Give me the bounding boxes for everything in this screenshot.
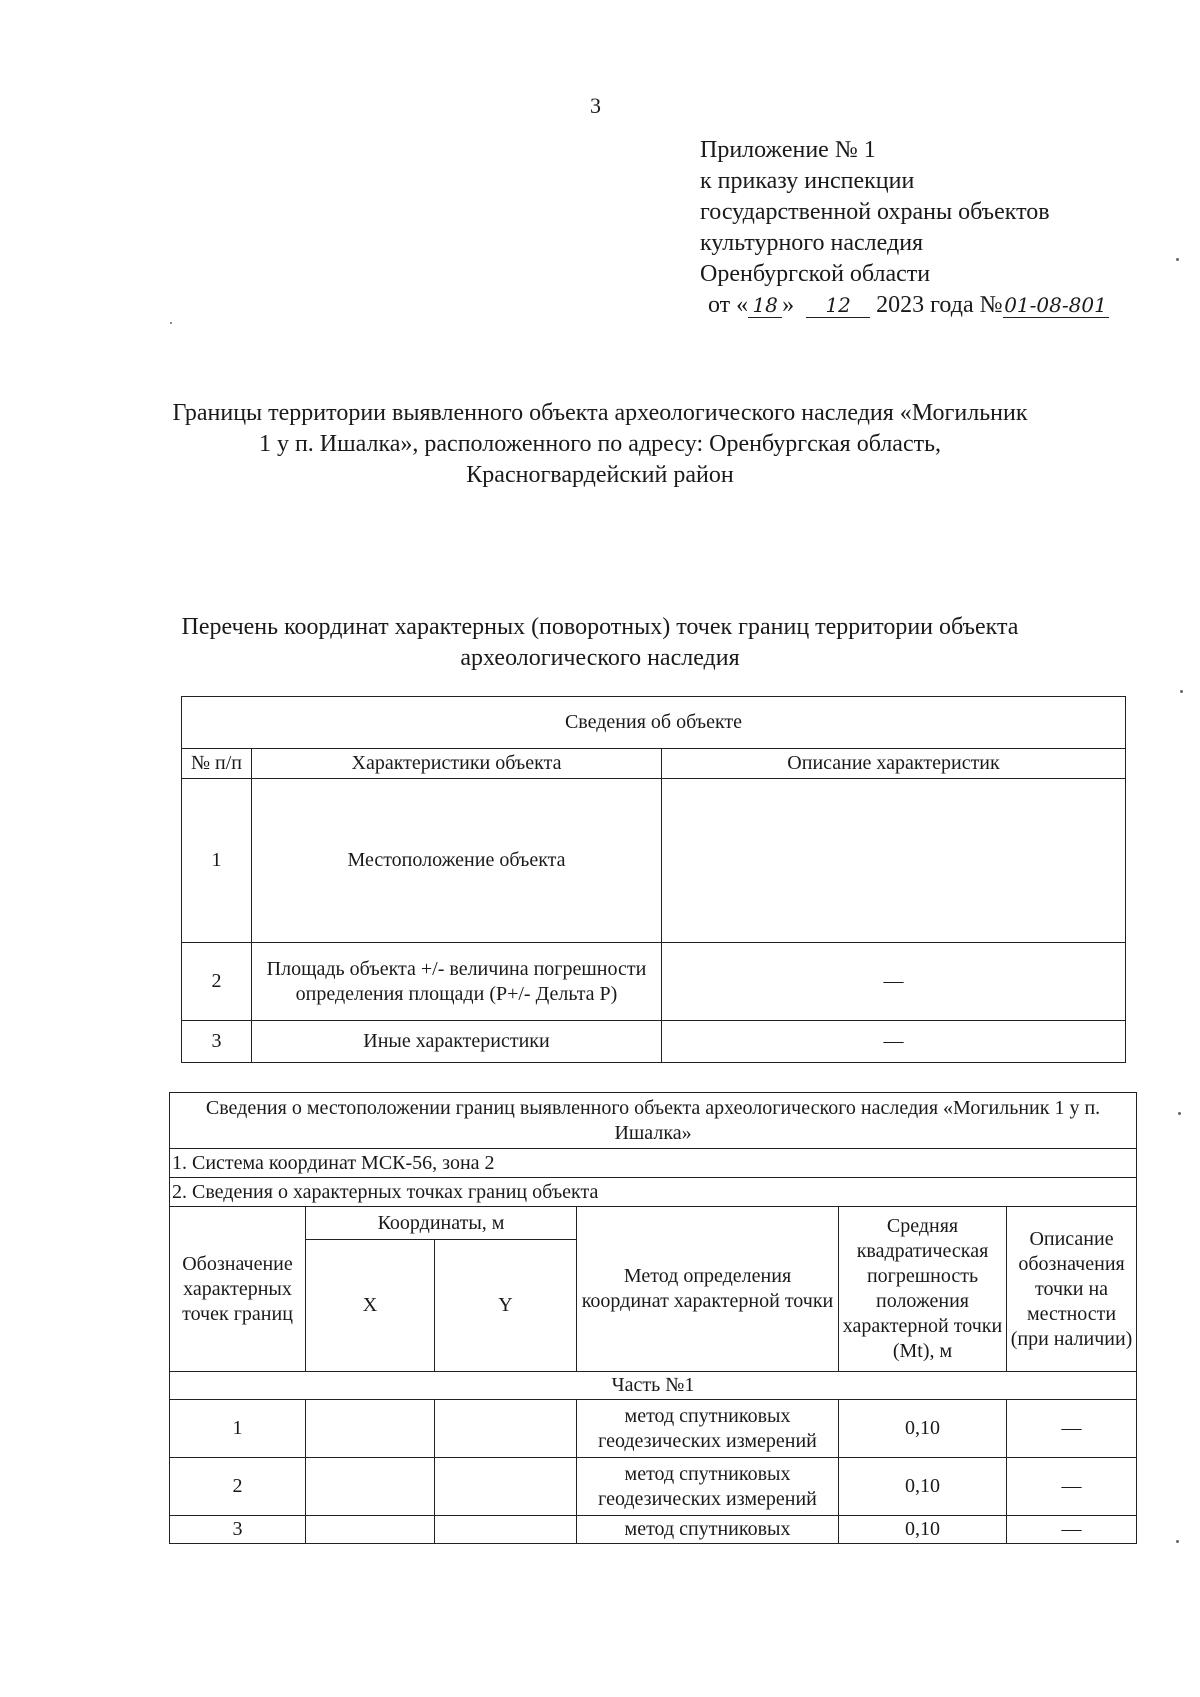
cell-desc: —	[1007, 1516, 1137, 1544]
cell-point: 2	[170, 1458, 306, 1516]
location-table	[169, 1092, 1137, 1544]
cell-y	[435, 1516, 577, 1544]
header-description: Описание характеристик	[662, 749, 1126, 779]
cell-desc: —	[1007, 1458, 1137, 1516]
scan-speck	[170, 322, 172, 324]
table-row	[170, 1516, 1137, 1544]
row-name: Иные характеристики	[252, 1021, 662, 1063]
handwritten-month: 12	[806, 293, 870, 318]
table-row	[182, 779, 1126, 943]
cell-x	[306, 1516, 435, 1544]
cell-x	[306, 1400, 435, 1458]
year-text: 2023 года №	[876, 292, 1003, 318]
cell-error: 0,10	[839, 1516, 1007, 1544]
scan-speck	[1176, 1540, 1179, 1543]
cell-desc: —	[1007, 1400, 1137, 1458]
cell-method: метод спутниковых геодезических измерений	[577, 1458, 839, 1516]
row-name: Местоположение объекта	[252, 779, 662, 943]
table-caption: Сведения о местоположении границ выявленного объекта археологического наследия «Могильник 1 у п. Ишалка»	[170, 1093, 1137, 1149]
appendix-line: Оренбургской области	[700, 261, 931, 287]
cell-method: метод спутниковых	[577, 1516, 839, 1544]
table-row	[170, 1400, 1137, 1458]
date-mid: »	[782, 292, 795, 318]
page-number: 3	[590, 93, 601, 118]
header-error: Средняя квадратическая погрешность положения характерной точки (Mt), м	[839, 1207, 1007, 1372]
header-method: Метод определения координат характерной точки	[577, 1207, 839, 1372]
date-prefix: от «	[708, 292, 749, 318]
object-info-table	[181, 696, 1126, 1063]
list-subtitle: Перечень координат характерных (поворотных) точек границ территории объекта археологического наследия	[181, 614, 1019, 671]
header-designation: Обозначение характерных точек границ	[170, 1207, 306, 1372]
appendix-line: Приложение № 1	[700, 137, 876, 163]
cell-method: метод спутниковых геодезических измерений	[577, 1400, 839, 1458]
cell-y	[435, 1400, 577, 1458]
table-row	[182, 943, 1126, 1021]
header-point-description: Описание обозначения точки на местности (при наличии)	[1007, 1207, 1137, 1372]
header-y: Y	[435, 1240, 577, 1372]
points-info: 2. Сведения о характерных точках границ объекта	[170, 1178, 1137, 1207]
row-num: 3	[182, 1021, 252, 1063]
scan-speck	[1178, 1112, 1181, 1115]
table-row	[182, 1021, 1126, 1063]
header-num: № п/п	[182, 749, 252, 779]
part-label: Часть №1	[170, 1372, 1137, 1400]
cell-error: 0,10	[839, 1400, 1007, 1458]
appendix-line: к приказу инспекции	[700, 168, 915, 194]
cell-y	[435, 1458, 577, 1516]
appendix-line: культурного наследия	[700, 230, 924, 256]
row-desc: —	[662, 1021, 1126, 1063]
coord-system: 1. Система координат МСК-56, зона 2	[170, 1149, 1137, 1178]
appendix-line: государственной охраны объектов	[700, 199, 1050, 225]
cell-point: 1	[170, 1400, 306, 1458]
table-caption: Сведения об объекте	[182, 697, 1126, 749]
row-num: 2	[182, 943, 252, 1021]
appendix-date-line	[708, 290, 1109, 321]
appendix-block	[700, 135, 1109, 321]
handwritten-order-number: 01-08-801	[1004, 293, 1107, 317]
table-row	[170, 1458, 1137, 1516]
header-coordinates: Координаты, м	[306, 1207, 577, 1240]
scan-speck	[1176, 258, 1179, 261]
cell-error: 0,10	[839, 1458, 1007, 1516]
row-desc: —	[662, 943, 1126, 1021]
cell-x	[306, 1458, 435, 1516]
header-characteristic: Характеристики объекта	[252, 749, 662, 779]
cell-point: 3	[170, 1516, 306, 1544]
handwritten-day: 18	[748, 293, 782, 318]
row-desc	[662, 779, 1126, 943]
header-x: X	[306, 1240, 435, 1372]
scan-speck	[1180, 690, 1183, 693]
row-name: Площадь объекта +/- величина погрешности определения площади (P+/- Дельта P)	[252, 943, 662, 1021]
document-title: Границы территории выявленного объекта археологического наследия «Могильник 1 у п. Ишалка», расположенного по адресу: Оренбургская область, Красногвардейский район	[172, 400, 1028, 488]
row-num: 1	[182, 779, 252, 943]
